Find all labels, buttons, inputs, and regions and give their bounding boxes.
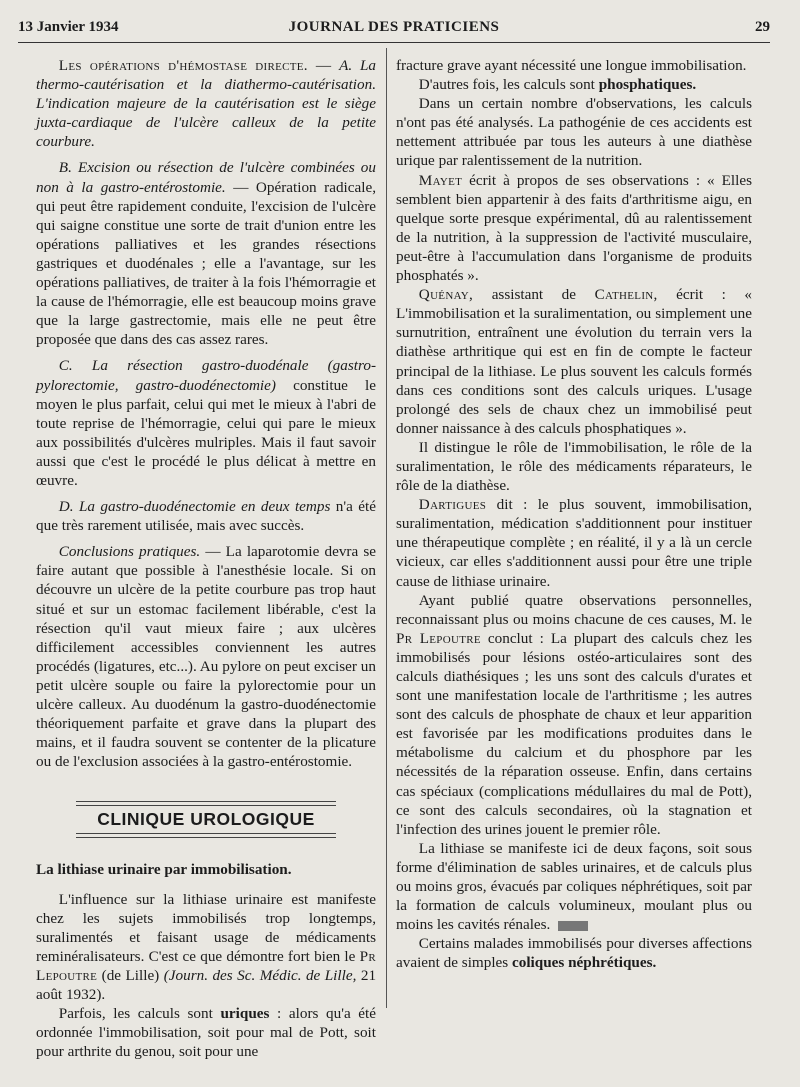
column-divider — [386, 48, 387, 1008]
paragraph-excision: B. Excision ou résection de l'ulcère combinées ou non à la gastro-entérostomie. — Opération radicale, qui peut être rapidement conduite, l'excision de l'ulcère qui saigne constitue une sorte de trait d'union entre les opérations palliatives et les grandes résections gastriques et duodénales ; elle a l'avantage, sur les opérations palliatives, de traiter à la fois l'hémorragie et la cause de l'hémorragie, elle est beaucoup moins grave que la large gastrectomie, mais elle ne peut être proposée que dans des cas assez rares. — [36, 159, 376, 349]
paragraph-hemostase: Les opérations d'hémostase directe. — A. La thermo-cautérisation et la diathermo-cautérisation. L'indication majeure de la cautérisation est le siège juxta-cardiaque de l'ulcère calleux de la petite courbure. — [36, 57, 376, 151]
heading-rule-bottom — [76, 833, 336, 838]
left-column — [36, 56, 376, 1061]
page-header — [18, 16, 770, 43]
article-subtitle: La lithiase urinaire par immobilisation. — [36, 861, 292, 879]
heading-rule-top — [76, 801, 336, 806]
paragraph-uriques: Parfois, les calculs sont uriques : alors qu'a été ordonnée l'immobilisation, soit pour mal de Pott, soit pour arthrite du genou, soit pour une — [36, 1005, 377, 1061]
header-page-number: 29 — [755, 19, 770, 35]
ink-stamp-mark — [558, 921, 588, 931]
paragraph-dartigues: Dartigues dit : le plus souvent, immobilisation, suralimentation, médication s'additionnent pour instituer une thérapeutique complète ; en réalité, il y a là un cercle vicieux, car elles s'additionnent aussi pour être une triple cause de lithiase urinaire. — [396, 496, 753, 590]
paragraph-phosphatiques: D'autres fois, les calculs sont phosphatiques. — [418, 76, 697, 94]
paragraph-lepoutre-conclusion: Ayant publié quatre observations personnelles, reconnaissant plus ou moins chacune de ces causes, M. le Pr Lepoutre conclut : La plupart des calculs chez les immobilisés pour lésions ostéo-articulaires sont des calculs diathésiques ; les uns sont des calculs d'urates et sont une manifestation locale de l'arthritisme ; les autres sont des calculs de phosphate de chaux et leur apparition est favorisée par les modifications produites dans le métabolisme du calcium et du phosphore par les nécessités de la réparation osseuse. Enfin, dans certains cas spéciaux (complications médullaires du mal de Pott), ce sont des calculs secondaires, où la stagnation et l'infection des urines jouent le premier rôle. — [396, 591, 752, 838]
section-title: CLINIQUE UROLOGIQUE — [97, 809, 315, 830]
paragraph-fracture: fracture grave ayant nécessité une longue immobilisation. — [396, 57, 747, 74]
paragraph-coliques: Certains malades immobilisés pour diverses affections avaient de simples coliques néphrétiques. — [396, 935, 752, 972]
header-date: 13 Janvier 1934 — [18, 19, 119, 35]
paragraph-deux-temps: D. La gastro-duodénectomie en deux temps n'a été que très rarement utilisée, mais avec succès. — [36, 498, 376, 535]
paragraph-influence: L'influence sur la lithiase urinaire est manifeste chez les sujets immobilisés trop longtemps, suralimentés et faisant usage de médicaments reminéralisateurs. C'est ce que démontre fort bien le Pr Lepoutre (de Lille) (Journ. des Sc. Médic. de Lille, 21 août 1932). — [36, 890, 377, 1004]
paragraph-mayet: Mayet écrit à propos de ses observations : « Elles semblent bien appartenir à des faits d'arthritisme aigu, en quelque sorte presque expérimental, dû au ralentissement de la nutrition, à la suppression de l'activité musculaire, peut-être à l'accumulation dans l'organisme de produits phosphatés ». — [396, 171, 752, 285]
paragraph-distingue: Il distingue le rôle de l'immobilisation, le rôle de la suralimentation, le rôle des médicaments réparateurs, le rôle de la diathèse. — [396, 438, 752, 495]
paragraph-pathogenie: Dans un certain nombre d'observations, les calculs n'ont pas été analysés. La pathogénie de ces accidents est nettement attribuée par tous les auteurs à une diathèse urique par ralentissement de la nutrition. — [396, 95, 752, 170]
paragraph-manifestation: La lithiase se manifeste ici de deux façons, soit sous forme d'élimination de sables urinaires, et de calculs plus ou moins gros, évacués par coliques néphrétiques, soit par la formation de calculs volumineux, moulant plus ou moins les cavités rénales. — [396, 839, 752, 934]
section-heading-block — [36, 801, 376, 838]
paragraph-conclusions: Conclusions pratiques. — La laparotomie devra se faire autant que possible à l'anesthésie locale. Si on découvre un ulcère de la petite courbure pas trop haut situé et sur un estomac facilement libérable, c'est la résection qu'il vaut mieux faire ; aux ulcères difficilement accessibles conviennent les autres procédés (ligatures, etc...). Au pylore on peut exciser un petit ulcère souple ou faire la pylorectomie pour un ulcère calleux. Au duodénum la gastro-duodénectomie théoriquement parfaite et grave dans la plupart des mains, et il faudra souvent se contenter de la plicature ou de l'exclusion associées à la gastro-entérostomie. — [36, 543, 376, 771]
right-column — [396, 56, 752, 973]
paragraph-quenay: Quénay, assistant de Cathelin, écrit : « L'immobilisation et la suralimentation, ou simplement une surnutrition, entraînent une évolution du terrain vers la diathèse arthritique qui est en fin de compte le facteur principal de la lithiase. Le plus souvent les calculs formés dans ces conditions sont des calculs uriques. L'usage prolongé des sels de chaux chez un immobilisé peut donner naissance à des calculs phosphatiques ». — [396, 286, 753, 437]
header-journal-title: JOURNAL DES PRATICIENS — [288, 19, 500, 35]
paragraph-resection: C. La résection gastro-duodénale (gastro-pylorectomie, gastro-duodénectomie) constitue le moyen le plus parfait, celui qui met le mieux à l'abri de toute reprise de l'hémorragie, celui qui pare le mieux aux possibilités d'ulcères mulriples. Mais il faut savoir aussi que c'est le procédé le plus délicat à mettre en œuvre. — [36, 357, 376, 489]
